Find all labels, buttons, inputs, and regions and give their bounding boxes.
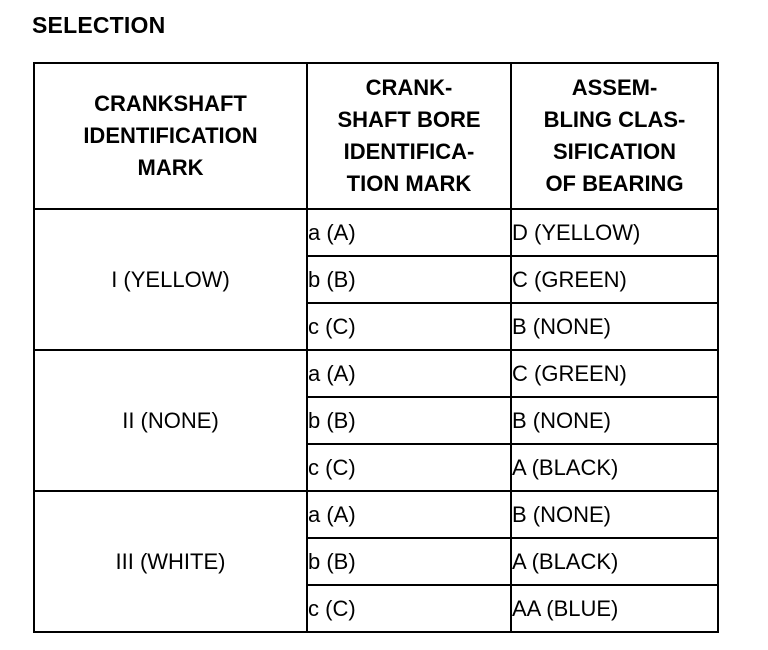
bore-mark-cell: a (A) xyxy=(307,209,511,256)
bearing-class-cell: B (NONE) xyxy=(511,303,718,350)
bearing-class-cell: AA (BLUE) xyxy=(511,585,718,632)
bore-mark-cell: a (A) xyxy=(307,350,511,397)
header-label: ASSEM- BLING CLAS- SIFICATION OF BEARING xyxy=(543,75,686,196)
header-row xyxy=(34,63,718,209)
crankshaft-mark-cell: II (NONE) xyxy=(34,350,307,491)
bearing-class-cell: C (GREEN) xyxy=(511,256,718,303)
bearing-class-cell: B (NONE) xyxy=(511,397,718,444)
table-row xyxy=(34,350,718,397)
table-row xyxy=(34,209,718,256)
bore-mark-cell: a (A) xyxy=(307,491,511,538)
bore-mark-cell: b (B) xyxy=(307,397,511,444)
bore-mark-cell: c (C) xyxy=(307,444,511,491)
bearing-class-cell: D (YELLOW) xyxy=(511,209,718,256)
header-label: CRANK- SHAFT BORE IDENTIFICA- TION MARK xyxy=(337,75,481,196)
page-title: SELECTION xyxy=(32,12,166,38)
header-crankshaft-bore-identification-mark xyxy=(307,63,511,209)
crankshaft-mark-cell: III (WHITE) xyxy=(34,491,307,632)
table-row xyxy=(34,491,718,538)
bearing-class-cell: C (GREEN) xyxy=(511,350,718,397)
selection-table xyxy=(33,62,719,633)
bearing-class-cell: B (NONE) xyxy=(511,491,718,538)
header-crankshaft-identification-mark xyxy=(34,63,307,209)
bore-mark-cell: c (C) xyxy=(307,585,511,632)
header-bearing-classification xyxy=(511,63,718,209)
bore-mark-cell: b (B) xyxy=(307,256,511,303)
bore-mark-cell: b (B) xyxy=(307,538,511,585)
bearing-class-cell: A (BLACK) xyxy=(511,538,718,585)
bore-mark-cell: c (C) xyxy=(307,303,511,350)
crankshaft-mark-cell: I (YELLOW) xyxy=(34,209,307,350)
header-label: CRANKSHAFT IDENTIFICATION MARK xyxy=(83,91,258,180)
bearing-class-cell: A (BLACK) xyxy=(511,444,718,491)
